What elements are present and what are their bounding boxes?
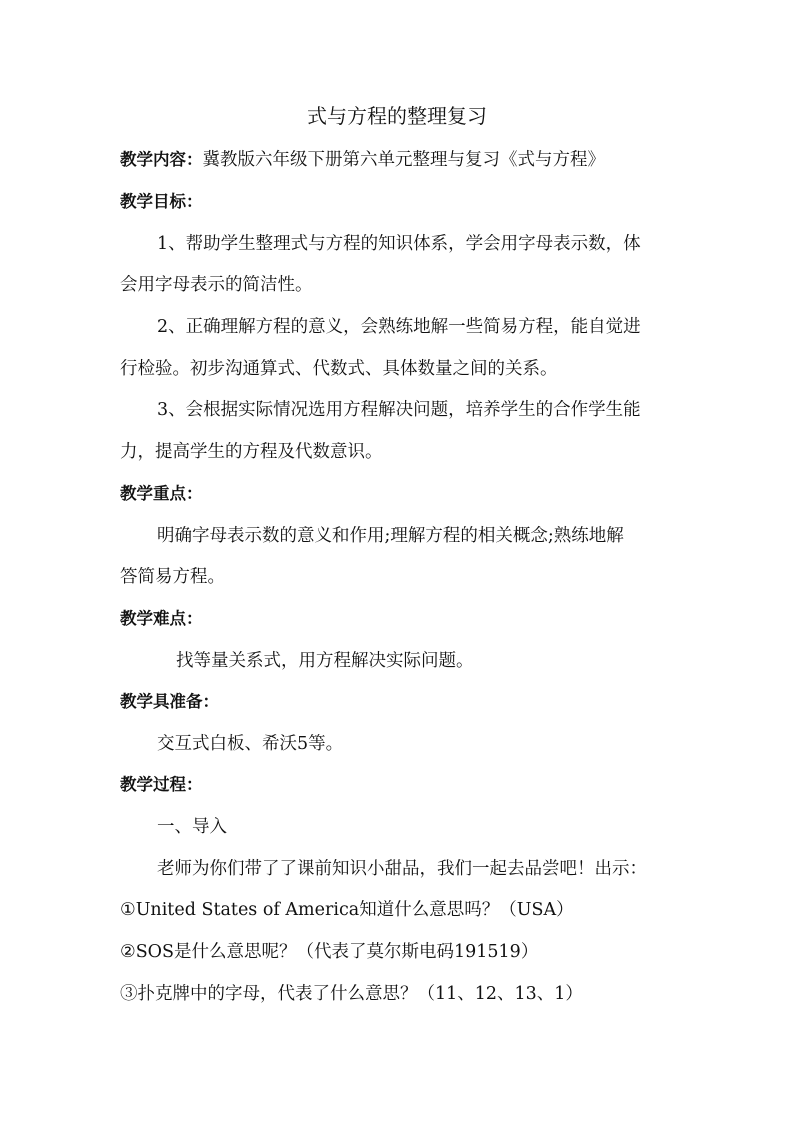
teaching-goals-heading: 教学目标：	[120, 192, 203, 211]
teaching-tools-text: 交互式白板、希沃5等。	[157, 734, 344, 754]
goal-2-line-2: 行检验。初步沟通算式、代数式、具体数量之间的关系。	[120, 359, 558, 379]
difficult-points-text: 找等量关系式，用方程解决实际问题。	[176, 651, 474, 671]
key-points-line-1: 明确字母表示数的意义和作用;理解方程的相关概念;熟练地解	[157, 526, 624, 546]
key-points-heading: 教学重点：	[120, 484, 203, 503]
teaching-tools-heading: 教学具准备：	[120, 692, 219, 711]
question-item-2: ②SOS是什么意思呢？（代表了莫尔斯电码191519）	[120, 942, 539, 962]
key-points-line-2: 答简易方程。	[120, 567, 225, 587]
teaching-content-line	[120, 148, 680, 172]
teaching-process-heading: 教学过程：	[120, 775, 203, 794]
question-item-1: ①United States of America知道什么意思吗？（USA）	[120, 900, 574, 920]
goal-2-line-1: 2、正确理解方程的意义，会熟练地解一些简易方程，能自觉进	[157, 317, 641, 337]
difficult-points-heading: 教学难点：	[120, 609, 203, 628]
goal-3-line-1: 3、会根据实际情况选用方程解决问题，培养学生的合作学生能	[157, 400, 641, 420]
goal-3-line-2: 力，提高学生的方程及代数意识。	[120, 442, 383, 462]
introduction-text: 老师为你们带了了课前知识小甜品，我们一起去品尝吧！出示：	[157, 859, 647, 879]
goal-1-line-2: 会用字母表示的简洁性。	[120, 275, 313, 295]
teaching-content-label: 教学内容：	[120, 150, 203, 169]
document-title: 式与方程的整理复习	[307, 104, 487, 128]
question-item-3: ③扑克牌中的字母，代表了什么意思？（11、12、13、1）	[120, 984, 583, 1004]
goal-1-line-1: 1、帮助学生整理式与方程的知识体系，学会用字母表示数，体	[157, 234, 641, 254]
teaching-content-text: 冀教版六年级下册第六单元整理与复习《式与方程》	[202, 150, 605, 170]
section-introduction: 一、导入	[157, 817, 227, 837]
